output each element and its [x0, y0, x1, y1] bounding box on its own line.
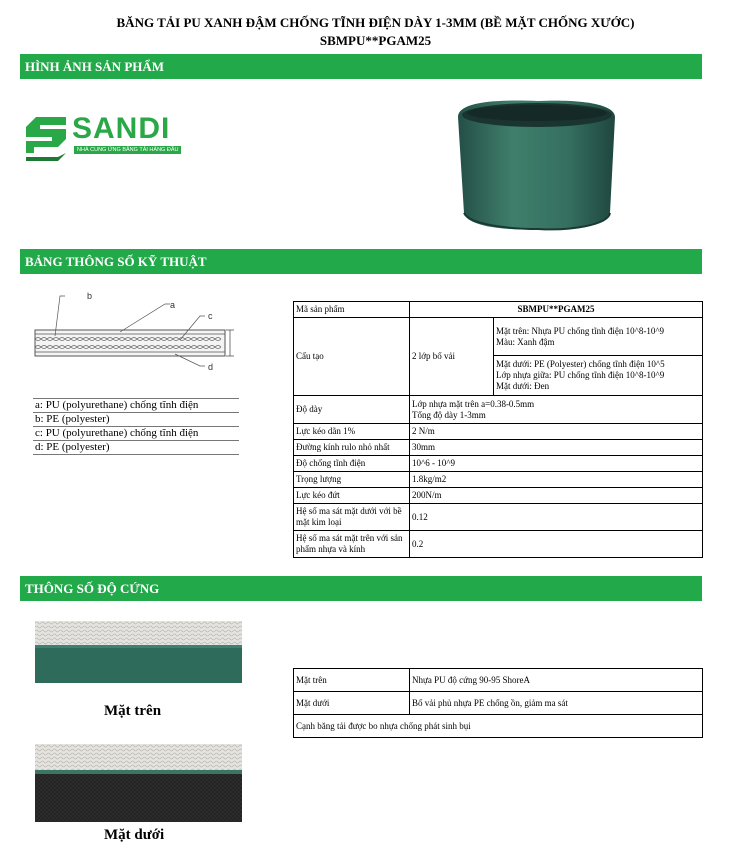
product-code-title: SBMPU**PGAM25: [319, 33, 432, 48]
legend-item: d: PE (polyester): [33, 441, 239, 455]
hardness-note: Cạnh băng tải được bo nhựa chống phát sinh bụi: [294, 715, 703, 738]
hardness-table: [293, 668, 703, 738]
spec-code-value: SBMPU**PGAM25: [410, 302, 703, 318]
legend-item: a: PU (polyurethane) chống tĩnh điện: [33, 399, 239, 413]
sandi-logo: [22, 113, 197, 163]
hardness-value: Bố vải phủ nhựa PE chống ồn, giảm ma sát: [410, 692, 703, 715]
spec-table: [293, 301, 703, 558]
hardness-label: Mặt trên: [294, 669, 410, 692]
top-surface-caption: Mặt trên: [104, 703, 162, 719]
spec-label: Đường kính rulo nhỏ nhất: [294, 440, 410, 456]
spec-label: Cấu tạo: [294, 318, 410, 396]
bottom-surface-photo: [35, 744, 242, 822]
hardness-label: Mặt dưới: [294, 692, 410, 715]
legend-item: c: PU (polyurethane) chống tĩnh điện: [33, 427, 239, 441]
spec-value: 10^6 - 10^9: [410, 456, 703, 472]
diagram-label-b: b: [87, 291, 93, 301]
diagram-legend: [33, 398, 239, 455]
spec-label: Độ dày: [294, 396, 410, 424]
spec-value: 2 lớp bố vải: [410, 318, 494, 396]
spec-value: 1.8kg/m2: [410, 472, 703, 488]
section-header-hardness: THÔNG SỐ ĐỘ CỨNG: [20, 576, 702, 601]
bottom-surface-caption: Mặt dưới: [104, 827, 165, 843]
spec-value: 30mm: [410, 440, 703, 456]
legend-item: b: PE (polyester): [33, 413, 239, 427]
diagram-label-c: c: [208, 311, 213, 321]
spec-structure-bottom: Mặt dưới: PE (Polyester) chống tĩnh điện 10^5 Lớp nhựa giữa: PU chống tĩnh điện 10^8-10^9 Mặt dưới: Đen: [494, 356, 703, 396]
logo-mark-icon: [22, 113, 72, 163]
spec-value: 0.12: [410, 504, 703, 531]
spec-label: Mã sản phẩm: [294, 302, 410, 318]
spec-value: 200N/m: [410, 488, 703, 504]
spec-label: Hệ số ma sát mặt trên với sản phẩm nhựa và kính: [294, 531, 410, 558]
layer-structure-diagram: [30, 288, 245, 378]
logo-wordmark: SANDI: [72, 112, 171, 145]
diagram-label-d: d: [208, 362, 214, 372]
spec-value: 2 N/m: [410, 424, 703, 440]
spec-label: Hệ số ma sát mặt dưới với bề mặt kim loại: [294, 504, 410, 531]
section-header-spec: BẢNG THÔNG SỐ KỸ THUẬT: [20, 249, 702, 274]
spec-label: Lực kéo đứt: [294, 488, 410, 504]
spec-structure-top: Mặt trên: Nhựa PU chống tĩnh điện 10^8-10^9 Màu: Xanh đậm: [494, 318, 703, 356]
hardness-value: Nhựa PU độ cứng 90-95 ShoreA: [410, 669, 703, 692]
spec-label: Lực kéo dãn 1%: [294, 424, 410, 440]
logo-tagline: NHÀ CUNG ỨNG BĂNG TẢI HÀNG ĐẦU: [74, 146, 181, 154]
top-surface-photo: [35, 621, 242, 683]
spec-value: Lớp nhựa mặt trên a=0.38-0.5mm Tổng độ dày 1-3mm: [410, 396, 703, 424]
spec-label: Trọng lượng: [294, 472, 410, 488]
diagram-label-a: a: [170, 300, 176, 310]
spec-label: Độ chống tĩnh điện: [294, 456, 410, 472]
page-title: BĂNG TẢI PU XANH ĐẬM CHỐNG TĨNH ĐIỆN DÀY 1-3MM (BỀ MẶT CHỐNG XƯỚC): [116, 15, 635, 30]
belt-product-image: [450, 95, 625, 235]
spec-value: 0.2: [410, 531, 703, 558]
section-header-image: HÌNH ẢNH SẢN PHẨM: [20, 54, 702, 79]
